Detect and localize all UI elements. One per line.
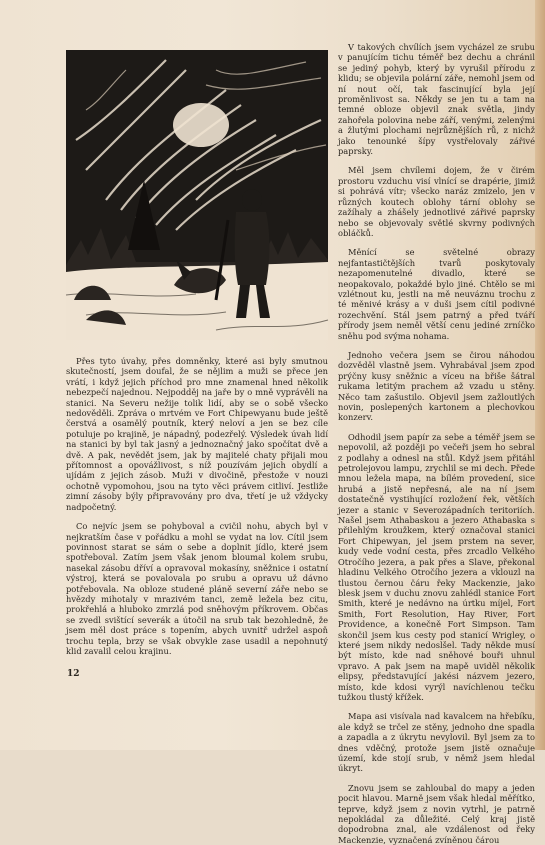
left-paragraph-2: Co nejvíc jsem se pohyboval a cvičil nohu, abych byl v nejkratším čase v pořádku a mohl se vydat na lov. Cítil jsem povinnost starat se sám o sebe a doplnit jídlo, které jsem spotřeboval. Zatím jsem však jenom bloumal kolem srubu, nasekal zásobu dříví a opravoval mokasíny, sněžnice i ostatní výstroj, která se povalovala po srubu a opravu už dávno potřebovala. Na obloze studené pláně severní záře nebo se hvězdy mihotaly v mrazivém tanci, země ležela bez citu, prokřehlá a hluboko zmrzlá pod sněhovým příkrovem. Občas se zvedl svištící severák a útočil na srub tak bezohledně, že jsem měl dost práce s topením, abych uvnitř udržel aspoň trochu tepla, brzy se však obvykle zase usadil a nepohnutý klid zavalil celou krajinu. xyxy=(66,521,328,656)
page-number: 12 xyxy=(67,669,80,679)
page-edge xyxy=(535,0,545,750)
left-paragraph-1: Přes tyto úvahy, přes domněnky, které asi byly smutnou skutečností, jsem doufal, že se nějlim a muži se přece jen vrátí, i když jejich příchod pro mne znamenal hned několik nebezpečí najednou. Nejpodděj na jaře by o mně vyprávěli na stanici. Na Severu nežije tolik lidí, aby se o sobě všecko nedověděli. Zpráva o mrtvém ve Fort Chipewyanu bude ještě čerstvá a osamělý poutník, který neloví a jen se bez cíle potuluje po krajině, je nápadný, podezřelý. Výsledek úvah lidí na stanici by byl tak jasný a jednoznačný jako spočítat dvě a dvě. A pak, nevědět jsem, jak by majitelé chaty přijali mou přítomnost a opovážlivost, s níž pouzívám jejich obydlí a ujídám z jejich zásob. Muži v divočině, přestože v nouzi ochotně vypomohou, jsou na tyto věci právem citliví. Jestliže zimní zásoby býly připravovány pro dva, třetí je už vždycky nadpočetný. xyxy=(66,356,328,512)
right-paragraph-4: Jednoho večera jsem se čirou náhodou dozvěděl vlastně jsem. Vyhrabával jsem zpod prýčny kusy sněžnic a víceu na břiše šátral rukama letitým prachem až vzadu u stěny. Něco tam zašustilo. Objevil jsem zažloutlých novin, poslepených kartonem a plechovkou konzerv. xyxy=(338,349,535,423)
right-paragraph-5: Odhodil jsem papír za sebe a téměř jsem se nepovolil, až později po večeři jsem ho sebral z podlahy a odnesl na stůl. Když jsem přitáhl petrolejovou lampu, zrychlil se mi dech. Přede mnou ležela mapa, na bílém provedení, sice hrubá a jistě nepřesná, ale na ní jsem dostatečně vystihující rozložení řek, větších jezer a stanic v Severozápadních teritoriích. Našel jsem Athabaskou a jezero Athabaska s přilehlým kroužkem, který označoval stanici Fort Chipewyan, jel jsem prstem na sever, kudy vede vodní cesta, přes zrcadlo Velkého Otročího jezera, a pak přes a Slave, překonal hladinu Velkého Otročího jezera a vklouzl na tlustou černou čáru řeky Mackenzie, jako blesk jsem v duchu znovu zahlédl stanice Fort Smith, které je nedávno na úrtku míjel, Fort Smith, Fort Resolution, Hay River, Fort Providence, a konečně Fort Simpson. Tam skončil jsem kus cesty pod stanicí Wrigley, o které jsem nikdy nedoslšel. Tady někde musí být místo, kde nad sněhové bouři uhnul vpravo. A pak jsem na mapě uviděl několik elipsy, představující jakési názvem jezero, místo, kde kdosi vyrýl navíchlenou tečku tužkou tlustý křížek. xyxy=(338,431,535,702)
right-paragraph-2: Měl jsem chvílemi dojem, že v čirém prostoru vzduchu visí vlnící se drapérie, jimiž si pohrává vítr; všecko naráz zmizelo, jen v různých koutech oblohy tární oblohy se zažíhaly a zhášely jednotlivé zářivé paprsky nebo se objevovaly světlé skvrny podivných obláčků. xyxy=(338,165,535,238)
right-paragraph-7: Znovu jsem se zahloubal do mapy a jeden pocit hlavou. Marně jsem však hledal měřítko, teprve, když jsem z novin vytrhl, je patrně nepokládal za důležité. Celý kraj jistě dopodrobna znal, ale vzdálenost od řeky Mackenzie, vyznačená zvíněnou čárou xyxy=(338,782,535,845)
right-paragraph-3: Měnící se světelné obrazy nejfantastičtějších tvarů poskytovaly nezapomenutelné divadlo, které se neopakovalo, pokaždé bylo jiné. Chtělo se mi vzlétnout ku, jestli na mě neuváznu trochu z té měnivé krásy a v duši jsem cítil podivné rozechvění. Stál jsem patrný a před tváří přírody jsem neměl větší cenu jediné zrníčko sněhu pod svýma nohama. xyxy=(338,247,535,341)
right-paragraph-1: V takových chvílích jsem vycházel ze srubu v panujícím tichu téměř bez dechu a chránil se jediný pohyb, který by vyrušil přírodu z klidu; se objevila polární záře, nemohl jsem od ní nout očí, tak fascinující byla její proměnlivost sa. Někdy se jen tu a tam na temné obloze objevil znak světla, jindy zahořela polovina nebe září, venými, zelenými a žlutými plochami nejrůznějších rů, z nichž jako tenounké šípy vystřelovaly zářivé paprsky. xyxy=(338,42,535,157)
right-text-column xyxy=(338,42,535,845)
right-paragraph-6: Mapa asi visívala nad kavalcem na hřebíku, ale když se trčel ze stěny, jednoho dne spadla a zapadla a z úkrytu nevylovil. Byl jsem za to dnes vděčný, protože jsem jistě označuje území, kde stojí srub, v němž jsem hledal úkryt. xyxy=(338,711,535,774)
illustration-woodcut xyxy=(66,50,328,340)
left-text-column xyxy=(66,356,328,665)
illustration-svg xyxy=(66,50,328,340)
